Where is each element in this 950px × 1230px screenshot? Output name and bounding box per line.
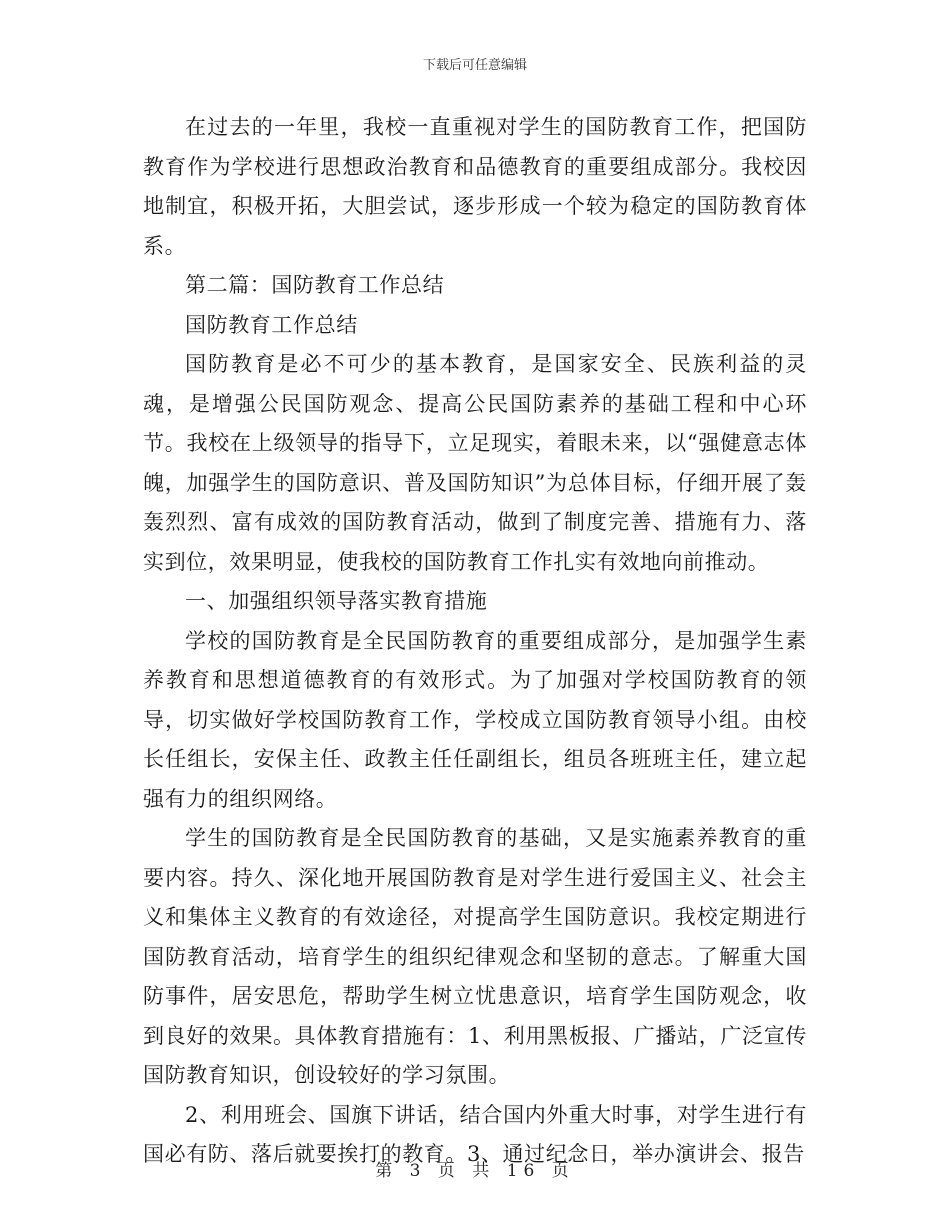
paragraph-organization: 学校的国防教育是全民国防教育的重要组成部分，是加强学生素养教育和思想道德教育的有效形式。为了加强对学校国防教育的领导，切实做好学校国防教育工作，学校成立国防教育领导小组。由校长任组长，安保主任、政教主任任副组长，组员各班班主任，建立起强有力的组织网络。 — [143, 628, 807, 811]
document-body — [143, 108, 807, 1175]
page-number: 第 3 页 共 16 页 — [375, 1161, 575, 1181]
document-subtitle: 国防教育工作总结 — [185, 312, 358, 337]
paragraph-intro: 在过去的一年里，我校一直重视对学生的国防教育工作，把国防教育作为学校进行思想政治教育和品德教育的重要组成部分。我校因地制宜，积极开拓，大胆尝试，逐步形成一个较为稳定的国防教育体系。 — [143, 115, 807, 258]
paragraph-continued: 2、利用班会、国旗下讲话，结合国内外重大时事，对学生进行有国必有防、落后就要挨打的教育。3、通过纪念日，举办演讲会、报告 — [143, 1102, 807, 1166]
section-title: 第二篇：国防教育工作总结 — [185, 273, 445, 297]
subsection-heading: 一、加强组织领导落实教育措施 — [185, 589, 488, 613]
paragraph-overview: 国防教育是必不可少的基本教育，是国家安全、民族利益的灵魂，是增强公民国防观念、提高公民国防素养的基础工程和中心环节。我校在上级领导的指导下，立足现实，着眼未来，以“强健意志体魄，加强学生的国防意识、普及国防知识”为总体目标，仔细开展了轰轰烈烈、富有成效的国防教育活动，做到了制度完善、措施有力、落实到位，效果明显，使我校的国防教育工作扎实有效地向前推动。 — [143, 352, 807, 574]
header-note: 下载后可任意编辑 — [422, 58, 527, 73]
paragraph-measures: 学生的国防教育是全民国防教育的基础，又是实施素养教育的重要内容。持久、深化地开展国防教育是对学生进行爱国主义、社会主义和集体主义教育的有效途径，对提高学生国防意识。我校定期进行国防教育活动，培育学生的组织纪律观念和坚韧的意志。了解重大国防事件，居安思危，帮助学生树立忧患意识，培育学生国防观念，收到良好的效果。具体教育措施有：1、利用黑板报、广播站，广泛宣传国防教育知识，创设较好的学习氛围。 — [143, 826, 807, 1087]
